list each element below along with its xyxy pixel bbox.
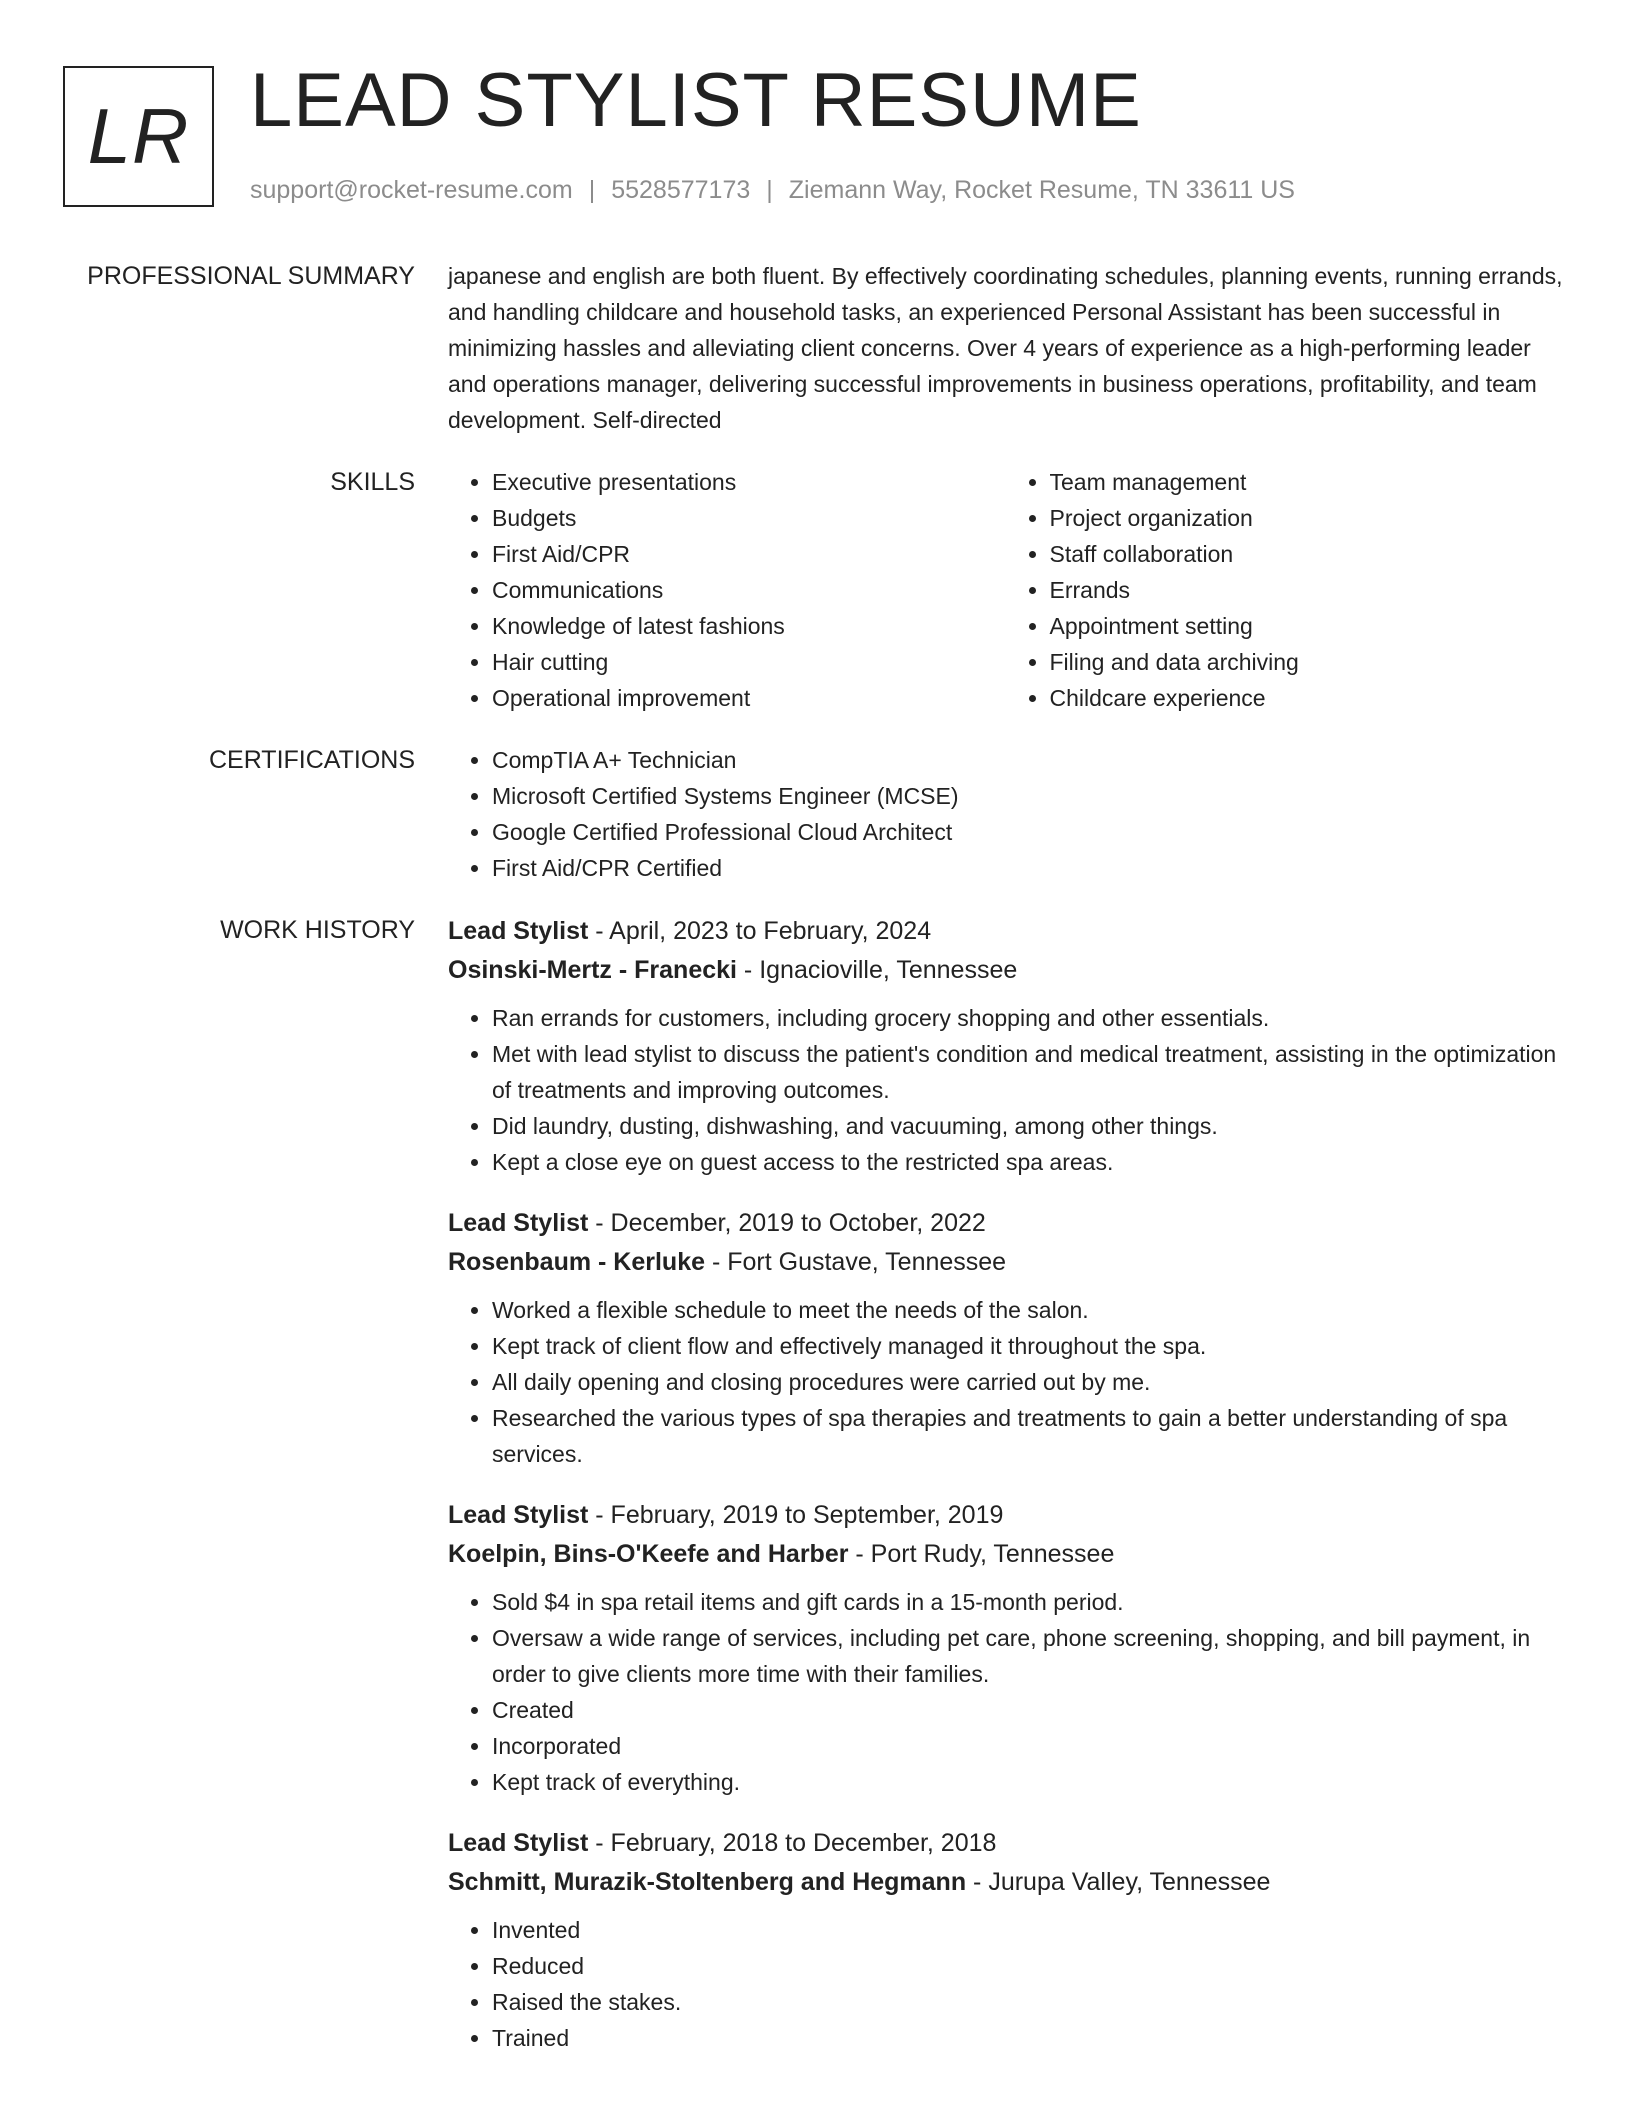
- contact-address: Ziemann Way, Rocket Resume, TN 33611 US: [788, 176, 1295, 204]
- job-company: Osinski-Mertz - Franecki: [448, 956, 737, 984]
- monogram-logo: LR: [63, 66, 214, 207]
- contact-phone: 5528577173: [611, 176, 751, 204]
- job-entry: [448, 1496, 1563, 1800]
- job-duties-list: [448, 1000, 1563, 1180]
- job-duty: • Kept track of client flow and effectively managed it throughout the spa.: [492, 1328, 1563, 1364]
- job-title: Lead Stylist: [448, 1209, 589, 1237]
- job-company-line: [448, 1863, 1563, 1902]
- section-label-certifications: CERTIFICATIONS: [208, 746, 415, 774]
- contact-separator: |: [588, 176, 596, 204]
- summary-body: [448, 258, 1563, 438]
- job-company: Rosenbaum - Kerluke: [448, 1248, 706, 1276]
- summary-section: [63, 258, 1563, 438]
- work-history-body: [448, 912, 1563, 2080]
- job-title-line: [448, 1496, 1563, 1535]
- job-company: Schmitt, Murazik-Stoltenberg and Hegmann: [448, 1868, 967, 1896]
- job-company-line: [448, 1243, 1563, 1282]
- contact-separator: |: [766, 176, 773, 204]
- job-duty: • Worked a flexible schedule to meet the needs of the salon.: [492, 1292, 1563, 1328]
- skill-item: • First Aid/CPR: [492, 536, 1006, 572]
- job-duty: • Ran errands for customers, including grocery shopping and other essentials.: [492, 1000, 1563, 1036]
- skills-list-right: [1006, 464, 1564, 716]
- job-location: - Ignacioville, Tennessee: [736, 956, 1018, 984]
- job-location: - Port Rudy, Tennessee: [848, 1540, 1115, 1568]
- job-duty: • Reduced: [492, 1948, 1563, 1984]
- job-duty: • Kept a close eye on guest access to the restricted spa areas.: [492, 1144, 1563, 1180]
- resume-content: [63, 258, 1563, 2106]
- skill-item: • Appointment setting: [1050, 608, 1564, 644]
- job-title: Lead Stylist: [448, 917, 589, 945]
- certifications-section: [63, 742, 1563, 886]
- job-company-line: [448, 951, 1563, 990]
- job-dates: - February, 2018 to December, 2018: [588, 1829, 997, 1857]
- job-dates: - December, 2019 to October, 2022: [588, 1209, 986, 1237]
- skills-body: [448, 464, 1563, 716]
- job-duty: • Kept track of everything.: [492, 1764, 1563, 1800]
- skill-item: • Errands: [1050, 572, 1564, 608]
- job-title-line: [448, 912, 1563, 951]
- job-title-line: [448, 1824, 1563, 1863]
- job-duties-list: [448, 1584, 1563, 1800]
- job-duty: • Created: [492, 1692, 1563, 1728]
- job-duty: • Did laundry, dusting, dishwashing, and vacuuming, among other things.: [492, 1108, 1563, 1144]
- skill-item: • Operational improvement: [492, 680, 1006, 716]
- job-duty: • Researched the various types of spa therapies and treatments to gain a better understanding of spa services.: [492, 1400, 1563, 1472]
- job-duties-list: [448, 1912, 1563, 2056]
- skill-item: • Budgets: [492, 500, 1006, 536]
- certification-item: • Google Certified Professional Cloud Architect: [492, 814, 1563, 850]
- skills-list-left: [448, 464, 1006, 716]
- skill-item: • Hair cutting: [492, 644, 1006, 680]
- job-title-line: [448, 1204, 1563, 1243]
- skills-section: [63, 464, 1563, 716]
- job-dates: - February, 2019 to September, 2019: [588, 1501, 1004, 1529]
- contact-email: support@rocket-resume.com: [250, 176, 573, 204]
- certifications-list: [448, 742, 1563, 886]
- job-entry: [448, 1204, 1563, 1472]
- resume-title: LEAD STYLIST RESUME: [250, 58, 1142, 143]
- certification-item: • First Aid/CPR Certified: [492, 850, 1563, 886]
- skill-item: • Filing and data archiving: [1050, 644, 1564, 680]
- job-location: - Fort Gustave, Tennessee: [705, 1248, 1007, 1276]
- skill-item: • Childcare experience: [1050, 680, 1564, 716]
- work-history-section: [63, 912, 1563, 2080]
- job-title: Lead Stylist: [448, 1501, 589, 1529]
- job-company-line: [448, 1535, 1563, 1574]
- section-label-summary: PROFESSIONAL SUMMARY: [87, 262, 415, 290]
- job-duty: • Met with lead stylist to discuss the patient's condition and medical treatment, assisting in the optimization of treatments and improving outcomes.: [492, 1036, 1563, 1108]
- job-entry: [448, 912, 1563, 1180]
- job-duty: • Incorporated: [492, 1728, 1563, 1764]
- summary-text: japanese and english are both fluent. By effectively coordinating schedules, planning events, running errands, and handling childcare and household tasks, an experienced Personal Assistant has been successful in minimizing hassles and alleviating client concerns. Over 4 years of experience as a high-performing leader and operations manager, delivering successful improvements in business operations, profitability, and team development. Self-directed: [448, 263, 1563, 433]
- contact-line: [250, 174, 1295, 206]
- job-duty: • Oversaw a wide range of services, including pet care, phone screening, shopping, and bill payment, in order to give clients more time with their families.: [492, 1620, 1563, 1692]
- certifications-body: [448, 742, 1563, 886]
- skill-item: • Executive presentations: [492, 464, 1006, 500]
- job-duties-list: [448, 1292, 1563, 1472]
- skill-item: • Staff collaboration: [1050, 536, 1564, 572]
- certification-item: • Microsoft Certified Systems Engineer (MCSE): [492, 778, 1563, 814]
- job-location: - Jurupa Valley, Tennessee: [966, 1868, 1271, 1896]
- skill-item: • Knowledge of latest fashions: [492, 608, 1006, 644]
- skill-item: • Project organization: [1050, 500, 1564, 536]
- job-duty: • Sold $4 in spa retail items and gift cards in a 15-month period.: [492, 1584, 1563, 1620]
- skill-item: • Communications: [492, 572, 1006, 608]
- skill-item: • Team management: [1050, 464, 1564, 500]
- job-entry: [448, 1824, 1563, 2056]
- job-duty: • All daily opening and closing procedures were carried out by me.: [492, 1364, 1563, 1400]
- section-label-work-history: WORK HISTORY: [220, 916, 415, 944]
- job-duty: • Raised the stakes.: [492, 1984, 1563, 2020]
- section-label-skills: SKILLS: [330, 468, 415, 496]
- job-company: Koelpin, Bins-O'Keefe and Harber: [448, 1540, 849, 1568]
- job-duty: • Trained: [492, 2020, 1563, 2056]
- job-title: Lead Stylist: [448, 1829, 589, 1857]
- job-dates: - April, 2023 to February, 2024: [588, 917, 932, 945]
- job-duty: • Invented: [492, 1912, 1563, 1948]
- certification-item: • CompTIA A+ Technician: [492, 742, 1563, 778]
